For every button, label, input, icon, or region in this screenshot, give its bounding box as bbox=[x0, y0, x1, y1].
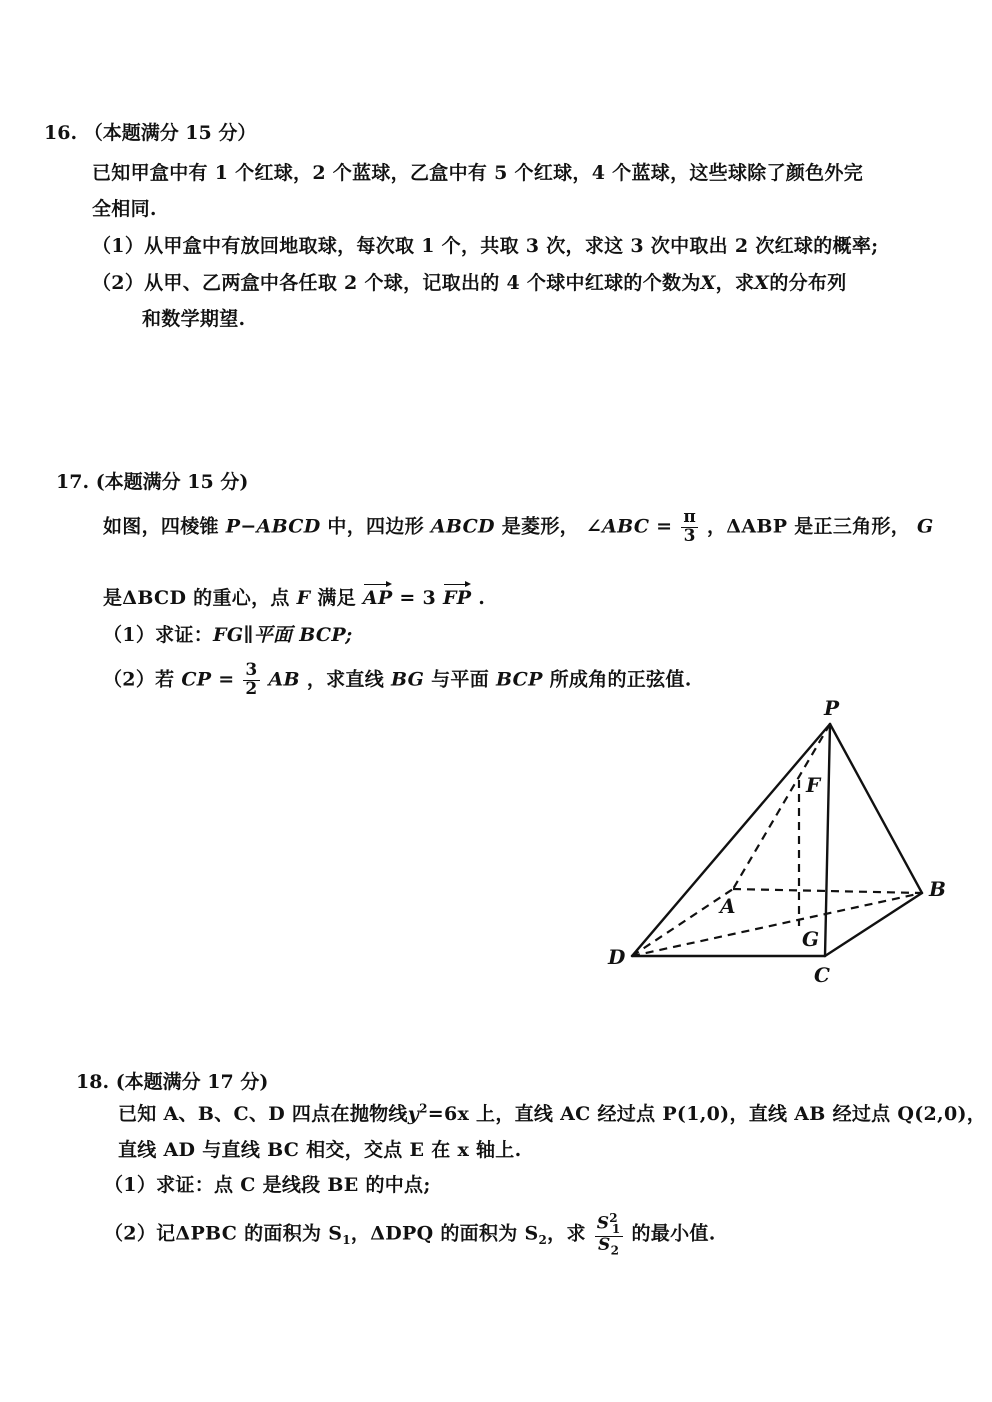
vector-ap: AP bbox=[363, 583, 393, 609]
q17-part1: （1）求证：FG∥平面 BCP; bbox=[103, 624, 353, 646]
q18-number: 18. bbox=[76, 1071, 110, 1093]
edge-cb bbox=[825, 893, 922, 956]
q16-score: （本题满分 15 分） bbox=[83, 122, 257, 144]
q17-stem-line1: 如图，四棱锥 P−ABCD 中，四边形 ABCD 是菱形， ∠ABC = $\frac{\pi}{3}$ ，ΔABP 是正三角形， G bbox=[103, 507, 934, 546]
label-A: A bbox=[720, 894, 736, 918]
label-P: P bbox=[824, 696, 840, 720]
q18-part1: （1）求证：点 C 是线段 BE 的中点; bbox=[104, 1174, 431, 1196]
edge-db bbox=[632, 893, 922, 956]
q16-stem-line2: 全相同. bbox=[92, 198, 157, 220]
edge-da bbox=[632, 889, 733, 956]
pi-over-3-fraction: $\frac{\pi}{3}$ bbox=[683, 507, 697, 546]
edge-pa bbox=[733, 724, 830, 889]
label-B: B bbox=[929, 877, 946, 901]
s1-squared-over-s2-fraction: $\frac{S^2_1}{S_2}$ bbox=[596, 1211, 621, 1258]
label-F: F bbox=[806, 773, 821, 797]
edge-pd bbox=[632, 724, 830, 956]
label-C: C bbox=[814, 963, 830, 987]
q16-number: 16. bbox=[44, 122, 78, 144]
q16-part2-line1: （2）从甲、乙两盒中各任取 2 个球，记取出的 4 个球中红球的个数为X，求X的分布列 bbox=[92, 272, 847, 294]
edge-pc bbox=[825, 724, 830, 956]
pyramid-figure bbox=[590, 690, 960, 1000]
q16-part1: （1）从甲盒中有放回地取球，每次取 1 个，共取 3 次，求这 3 次中取出 2 次红球的概率; bbox=[92, 235, 879, 257]
q17-score: (本题满分 15 分) bbox=[95, 471, 249, 493]
q18-part2: （2）记ΔPBC 的面积为 $S_1$，ΔDPQ 的面积为 $S_2$，求 $\frac{S^2_1}{S_2}$ 的最小值. bbox=[104, 1211, 716, 1258]
q16-part2-line2: 和数学期望. bbox=[142, 308, 246, 330]
label-D: D bbox=[608, 945, 626, 969]
vector-fp: FP bbox=[443, 583, 471, 609]
q17-header bbox=[56, 467, 248, 494]
edge-pb bbox=[830, 724, 922, 893]
q16-header bbox=[44, 118, 256, 145]
q18-stem-line1: 已知 A、B、C、D 四点在抛物线$y^2=6x$ 上，直线 AC 经过点 P(1,0)，直线 AB 经过点 Q(2,0)， bbox=[118, 1101, 987, 1125]
q16-stem-line1: 已知甲盒中有 1 个红球，2 个蓝球，乙盒中有 5 个红球，4 个蓝球，这些球除了颜色外完 bbox=[92, 162, 864, 184]
label-G: G bbox=[802, 927, 820, 951]
q17-stem-line2: 是ΔBCD 的重心，点 F 满足 AP = 3 FP . bbox=[103, 583, 485, 610]
three-halves-fraction: $\frac{3}{2}$ bbox=[245, 660, 258, 699]
q18-header bbox=[76, 1067, 268, 1094]
q18-stem-line2: 直线 AD 与直线 BC 相交，交点 E 在 x 轴上. bbox=[118, 1139, 522, 1161]
q17-part2: （2）若 CP = $\frac{3}{2}$ AB ，求直线 BG 与平面 BCP 所成角的正弦值. bbox=[103, 660, 692, 699]
q17-number: 17. bbox=[56, 471, 90, 493]
q18-score: (本题满分 17 分) bbox=[115, 1071, 269, 1093]
